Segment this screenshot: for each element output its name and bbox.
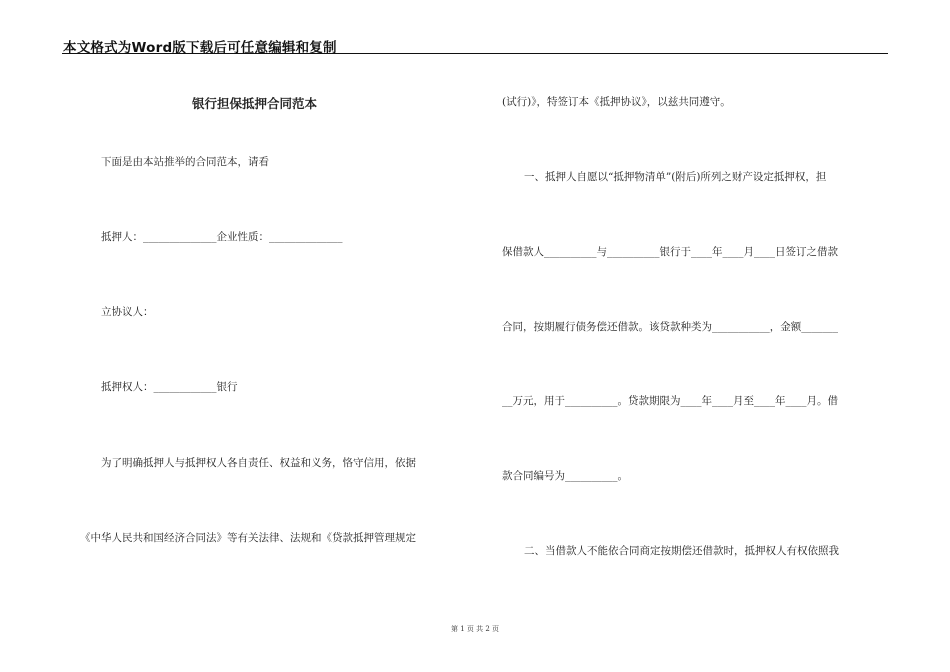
document-title: 银行担保抵押合同范本 bbox=[192, 96, 318, 111]
right-line-6: 款合同编号为__________。 bbox=[502, 470, 628, 482]
clause-one-line: 一、抵押人自愿以“抵押物清单”(附后)所列之财产设定抵押权，担 bbox=[524, 171, 827, 183]
header-rule bbox=[62, 53, 888, 54]
clause-two-line: 二、当借款人不能依合同商定按期偿还借款时，抵押权人有权依照我 bbox=[524, 545, 839, 557]
legal-basis-line: 《中华人民共和国经济合同法》等有关法律、法规和《贷款抵押管理规定 bbox=[80, 532, 416, 544]
right-line-3: 保借款人__________与__________银行于____年____月____日签订之借款 bbox=[502, 246, 838, 258]
right-line-1: (试行)》，特签订本《抵押协议》，以兹共同遵守。 bbox=[502, 96, 731, 108]
intro-line: 下面是由本站推举的合同范本，请看 bbox=[101, 156, 269, 168]
right-line-4: 合同，按期履行债务偿还借款。该贷款种类为___________，金额_______ bbox=[502, 321, 838, 333]
page-number: 第 1 页 共 2 页 bbox=[450, 625, 500, 633]
mortgagor-line: 抵押人：______________企业性质：______________ bbox=[101, 231, 343, 243]
document-header: 本文格式为Word版下载后可任意编辑和复制 bbox=[63, 40, 337, 56]
agreement-party-line: 立协议人： bbox=[101, 306, 154, 318]
right-line-5: __万元，用于__________。贷款期限为____年____月至____年____月。借 bbox=[502, 395, 838, 407]
mortgagee-line: 抵押权人：____________银行 bbox=[101, 381, 238, 393]
purpose-line: 为了明确抵押人与抵押权人各自责任、权益和义务，恪守信用，依据 bbox=[101, 457, 416, 469]
